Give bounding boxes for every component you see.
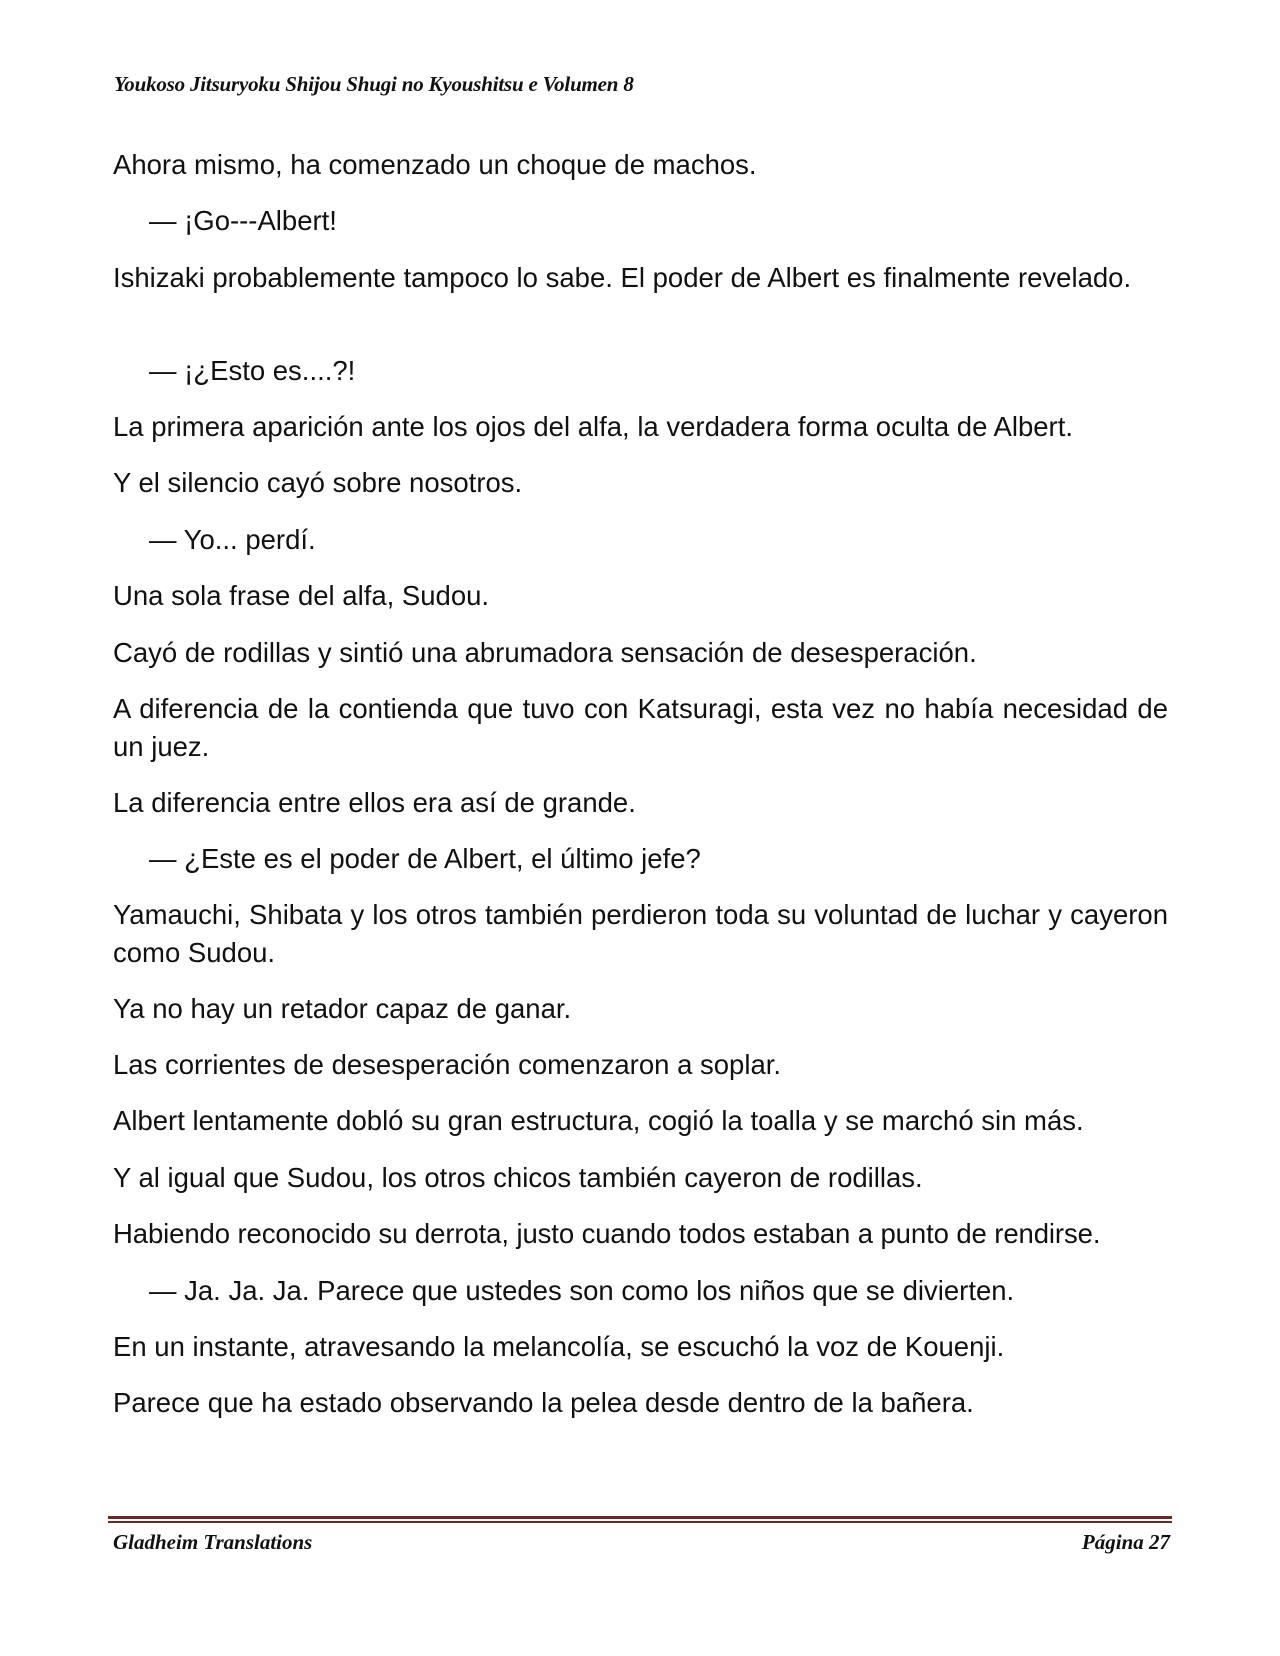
paragraph: La primera aparición ante los ojos del alfa, la verdadera forma oculta de Albert. <box>113 411 1073 442</box>
paragraph: Yamauchi, Shibata y los otros también perdieron toda su voluntad de luchar y cayeron como Sudou. <box>113 899 1168 968</box>
paragraph: Ahora mismo, ha comenzado un choque de machos. <box>113 149 757 180</box>
footer-divider <box>108 1516 1172 1524</box>
paragraph: En un instante, atravesando la melancolía, se escuchó la voz de Kouenji. <box>113 1331 1005 1362</box>
paragraph: A diferencia de la contienda que tuvo con Katsuragi, esta vez no había necesidad de un juez. <box>113 693 1168 762</box>
footer-translator-credit: Gladheim Translations <box>113 1530 313 1554</box>
paragraph: Las corrientes de desesperación comenzaron a soplar. <box>113 1049 782 1080</box>
dialogue-line: — ¡¿Esto es....?! <box>149 355 356 386</box>
paragraph: Ishizaki probablemente tampoco lo sabe. El poder de Albert es finalmente revelado. <box>113 262 1132 293</box>
page-header-title: Youkoso Jitsuryoku Shijou Shugi no Kyoushitsu e Volumen 8 <box>114 72 634 96</box>
paragraph: Y al igual que Sudou, los otros chicos también cayeron de rodillas. <box>113 1162 923 1193</box>
paragraph: Ya no hay un retador capaz de ganar. <box>113 993 572 1024</box>
paragraph: Albert lentamente dobló su gran estructura, cogió la toalla y se marchó sin más. <box>113 1105 1084 1136</box>
dialogue-line: — Ja. Ja. Ja. Parece que ustedes son como los niños que se divierten. <box>149 1275 1015 1306</box>
dialogue-line: — ¿Este es el poder de Albert, el último jefe? <box>149 843 701 874</box>
paragraph: Y el silencio cayó sobre nosotros. <box>113 467 523 498</box>
footer-page-number: Página 27 <box>1081 1530 1170 1554</box>
paragraph: Habiendo reconocido su derrota, justo cuando todos estaban a punto de rendirse. <box>113 1218 1101 1249</box>
paragraph: La diferencia entre ellos era así de grande. <box>113 787 636 818</box>
paragraph: Una sola frase del alfa, Sudou. <box>113 580 490 611</box>
paragraph: Parece que ha estado observando la pelea desde dentro de la bañera. <box>113 1387 974 1418</box>
dialogue-line: — Yo... perdí. <box>149 524 316 555</box>
paragraph: Cayó de rodillas y sintió una abrumadora sensación de desesperación. <box>113 637 977 668</box>
dialogue-line: — ¡Go---Albert! <box>149 205 337 236</box>
